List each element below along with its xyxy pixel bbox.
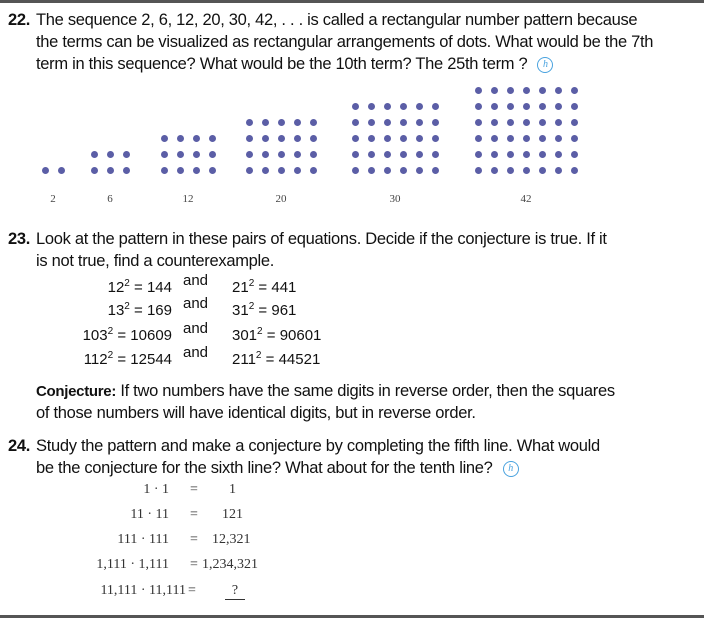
- exponent: 2: [257, 326, 263, 337]
- equation-right: [232, 322, 321, 346]
- dot: [571, 119, 578, 126]
- dot: [555, 151, 562, 158]
- equals-sign: =: [190, 507, 198, 522]
- dot: [107, 151, 114, 158]
- dot: [352, 119, 359, 126]
- dot: [507, 119, 514, 126]
- dot: [384, 167, 391, 174]
- problem-22-number: 22.: [8, 11, 31, 29]
- dot: [193, 135, 200, 142]
- dot: [262, 167, 269, 174]
- dot: [368, 119, 375, 126]
- dot: [539, 151, 546, 158]
- pattern-right: 121: [222, 507, 243, 522]
- exponent: 2: [107, 326, 114, 337]
- and-word: and: [183, 320, 209, 337]
- dot: [310, 151, 317, 158]
- dot: [246, 119, 253, 126]
- dot: [523, 167, 530, 174]
- dot: [416, 135, 423, 142]
- dot-group-label: 30: [389, 193, 401, 205]
- dot: [539, 119, 546, 126]
- dot: [432, 103, 439, 110]
- pattern-left: 111 · 111: [117, 532, 169, 547]
- dot: [491, 87, 498, 94]
- base: 112: [83, 351, 108, 368]
- exponent: 2: [107, 350, 114, 361]
- equation-left: [83, 322, 172, 346]
- equation-right: [232, 274, 296, 298]
- dot: [555, 87, 562, 94]
- dot: [177, 167, 184, 174]
- conjecture-text-1: If two numbers have the same digits in reverse order, then the squares: [116, 382, 615, 400]
- pattern-right: 12,321: [212, 532, 251, 547]
- base: 103: [82, 327, 108, 344]
- dot: [491, 135, 498, 142]
- pattern-left: 1,111 · 1,111: [96, 557, 169, 572]
- equals-sign: =: [190, 557, 198, 572]
- top-border: [0, 0, 704, 3]
- equation-left: [108, 274, 172, 298]
- dot: [262, 151, 269, 158]
- dot: [571, 151, 578, 158]
- result: = 961: [258, 302, 297, 319]
- dot: [278, 151, 285, 158]
- dot: [539, 87, 546, 94]
- problem-24-number: 24.: [8, 437, 31, 455]
- problem-23-line-1: Look at the pattern in these pairs of equations. Decide if the conjecture is true. If it: [36, 230, 607, 248]
- dot: [555, 135, 562, 142]
- problem-22-line-2: the terms can be visualized as rectangular arrangements of dots. What would be the 7th: [36, 33, 654, 51]
- dot: [107, 167, 114, 174]
- dot: [523, 151, 530, 158]
- conjecture-label: Conjecture:: [36, 383, 117, 400]
- dot: [491, 151, 498, 158]
- dot: [278, 135, 285, 142]
- and-word: and: [183, 295, 209, 312]
- dot: [523, 87, 530, 94]
- dot: [432, 119, 439, 126]
- dot: [400, 167, 407, 174]
- equation-right: [232, 346, 320, 370]
- pattern-left: 11,111 · 11,111: [100, 583, 186, 598]
- base: 13: [107, 302, 125, 319]
- equals-sign: =: [190, 482, 198, 497]
- result: = 90601: [266, 327, 322, 344]
- problem-22-line-3-text: term in this sequence? What would be the 10th term? The 25th term ?: [36, 55, 528, 73]
- result: = 144: [134, 279, 172, 296]
- dot: [539, 167, 546, 174]
- dot-group-label: 42: [520, 193, 532, 205]
- dot: [58, 167, 65, 174]
- dot: [384, 135, 391, 142]
- dot: [555, 119, 562, 126]
- equation-right: [232, 297, 296, 321]
- dot: [262, 119, 269, 126]
- dot: [571, 103, 578, 110]
- dot: [209, 151, 216, 158]
- exponent: 2: [255, 350, 262, 361]
- equation-left: [84, 346, 172, 370]
- exponent: 2: [124, 278, 130, 289]
- dot: [278, 167, 285, 174]
- dot: [294, 119, 301, 126]
- dot: [91, 151, 98, 158]
- result: = 10609: [117, 327, 172, 344]
- result: = 169: [134, 302, 172, 319]
- dot: [523, 135, 530, 142]
- dot-group-label: 12: [182, 193, 194, 205]
- dot: [177, 135, 184, 142]
- dot: [278, 119, 285, 126]
- result: = 44521: [265, 351, 321, 368]
- dot: [193, 151, 200, 158]
- dot: [209, 135, 216, 142]
- dot: [523, 103, 530, 110]
- result: = 12544: [117, 351, 172, 368]
- dot: [368, 135, 375, 142]
- dot: [246, 151, 253, 158]
- dot: [310, 135, 317, 142]
- dot: [475, 103, 482, 110]
- problem-23-line-2: is not true, find a counterexample.: [36, 252, 275, 270]
- hint-icon[interactable]: h: [503, 461, 519, 477]
- exponent: 2: [248, 301, 255, 312]
- dot: [246, 135, 253, 142]
- dot: [539, 135, 546, 142]
- answer-blank: ?: [225, 583, 245, 600]
- dot: [571, 135, 578, 142]
- dot: [294, 167, 301, 174]
- problem-22-line-3: [36, 53, 553, 75]
- conjecture-line-2: of those numbers will have identical digits, but in reverse order.: [36, 404, 476, 422]
- dot: [294, 135, 301, 142]
- dot: [507, 87, 514, 94]
- dot: [416, 103, 423, 110]
- equals-sign: =: [188, 583, 196, 598]
- problem-22-line-1: The sequence 2, 6, 12, 20, 30, 42, . . . is called a rectangular number pattern because: [36, 11, 638, 29]
- dot: [123, 167, 130, 174]
- dot: [475, 119, 482, 126]
- dot-group-label: 20: [275, 193, 287, 205]
- base: 211: [232, 351, 256, 368]
- dot: [310, 119, 317, 126]
- dot: [416, 167, 423, 174]
- hint-icon[interactable]: h: [537, 57, 553, 73]
- dot: [352, 167, 359, 174]
- pattern-left: 1 · 1: [143, 482, 169, 497]
- result: = 441: [258, 279, 297, 296]
- dot: [368, 167, 375, 174]
- pattern-left: 11 · 11: [130, 507, 169, 522]
- problem-24-line-2-text: be the conjecture for the sixth line? What about for the tenth line?: [36, 459, 493, 477]
- problem-23-number: 23.: [8, 230, 31, 248]
- dot: [416, 119, 423, 126]
- dot: [384, 151, 391, 158]
- dot: [475, 135, 482, 142]
- dot: [246, 167, 253, 174]
- dot: [475, 87, 482, 94]
- dot: [432, 135, 439, 142]
- dot-group-label: 6: [107, 193, 113, 205]
- equals-sign: =: [190, 532, 198, 547]
- dot: [384, 103, 391, 110]
- base: 31: [232, 302, 249, 319]
- problem-24-line-2: [36, 457, 519, 479]
- dot: [368, 151, 375, 158]
- dot: [416, 151, 423, 158]
- dot: [91, 167, 98, 174]
- dot: [432, 151, 439, 158]
- base: 21: [232, 279, 249, 296]
- exponent: 2: [248, 278, 255, 289]
- dot: [161, 135, 168, 142]
- dot: [539, 103, 546, 110]
- dot: [262, 135, 269, 142]
- dot: [368, 103, 375, 110]
- dot: [352, 103, 359, 110]
- pattern-right: 1: [229, 482, 236, 497]
- conjecture-line-1: [36, 380, 615, 403]
- dot: [384, 119, 391, 126]
- dot: [507, 151, 514, 158]
- dot: [555, 167, 562, 174]
- dot: [400, 151, 407, 158]
- problem-24-line-1: Study the pattern and make a conjecture by completing the fifth line. What would: [36, 437, 600, 455]
- dot: [523, 119, 530, 126]
- dot: [400, 119, 407, 126]
- dot: [475, 167, 482, 174]
- dot: [571, 167, 578, 174]
- dot: [294, 151, 301, 158]
- dot: [161, 167, 168, 174]
- dot: [491, 103, 498, 110]
- base: 301: [232, 327, 258, 344]
- dot: [507, 167, 514, 174]
- base: 12: [107, 279, 125, 296]
- dot: [571, 87, 578, 94]
- dot: [555, 103, 562, 110]
- dot-group-label: 2: [50, 193, 56, 205]
- dot: [491, 119, 498, 126]
- and-word: and: [183, 344, 209, 361]
- dot: [352, 135, 359, 142]
- dot: [310, 167, 317, 174]
- dot: [400, 103, 407, 110]
- dot: [177, 151, 184, 158]
- dot: [507, 135, 514, 142]
- dot: [491, 167, 498, 174]
- and-word: and: [183, 272, 209, 289]
- dot: [432, 167, 439, 174]
- dot: [42, 167, 49, 174]
- equation-left: [108, 297, 172, 321]
- pattern-right: 1,234,321: [202, 557, 258, 572]
- dot: [209, 167, 216, 174]
- dot: [352, 151, 359, 158]
- dot: [400, 135, 407, 142]
- dot: [475, 151, 482, 158]
- dot: [507, 103, 514, 110]
- dot: [193, 167, 200, 174]
- exponent: 2: [124, 301, 130, 312]
- dot: [161, 151, 168, 158]
- dot: [123, 151, 130, 158]
